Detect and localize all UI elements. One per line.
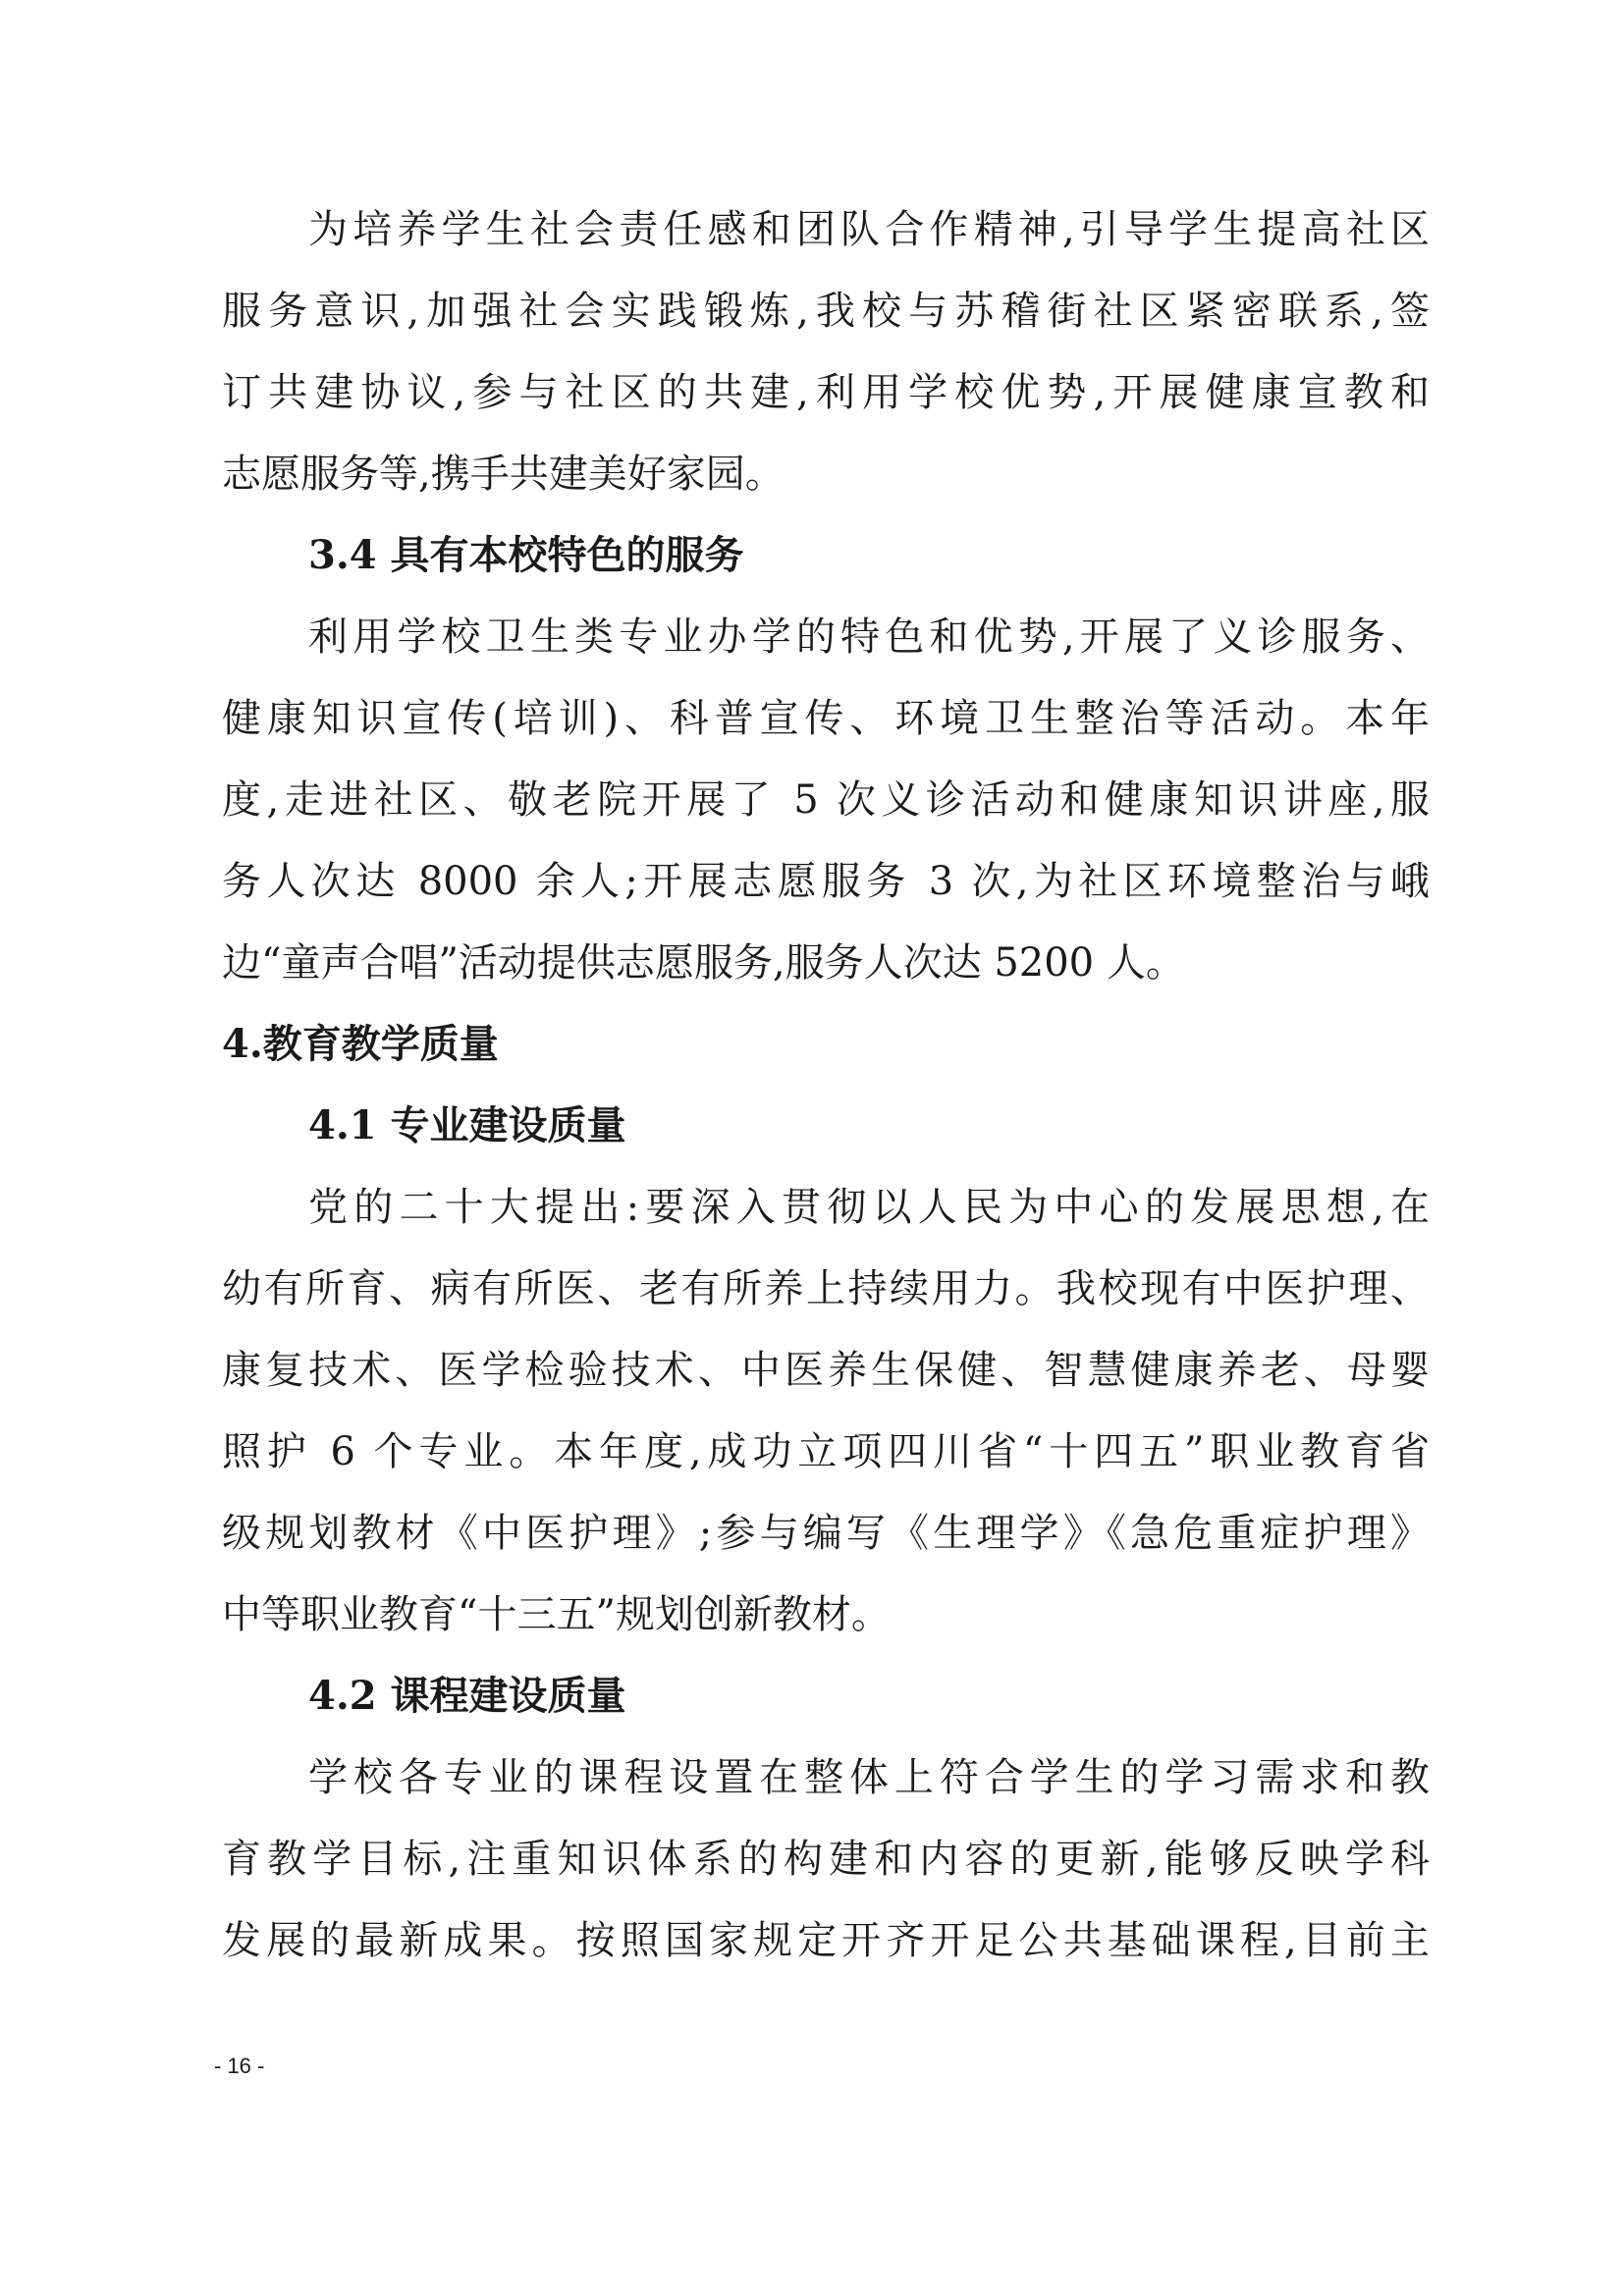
section-heading-3-4: 3.4 具有本校特色的服务 [308,532,744,578]
paragraph-line: 订共建协议,参与社区的共建,利用学校优势,开展健康宣教和 [222,370,1430,415]
paragraph-line: 志愿服务等,携手共建美好家园。 [222,452,785,497]
paragraph-line: 健康知识宣传(培训)、科普宣传、环境卫生整治等活动。本年 [222,696,1430,741]
paragraph-line: 党的二十大提出:要深入贯彻以人民为中心的发展思想,在 [308,1185,1430,1230]
paragraph-line: 为培养学生社会责任感和团队合作精神,引导学生提高社区 [308,207,1430,252]
section-heading-4: 4.教育教学质量 [222,1021,499,1067]
paragraph-line: 中等职业教育“十三五”规划创新教材。 [222,1592,891,1637]
paragraph-line: 级规划教材《中医护理》;参与编写《生理学》《急危重症护理》 [222,1511,1430,1556]
section-heading-4-2: 4.2 课程建设质量 [308,1673,626,1719]
paragraph-line: 育教学目标,注重知识体系的构建和内容的更新,能够反映学科 [222,1837,1430,1882]
paragraph-line: 度,走进社区、敬老院开展了 5 次义诊活动和健康知识讲座,服 [222,777,1430,823]
paragraph-line: 发展的最新成果。按照国家规定开齐开足公共基础课程,目前主 [222,1918,1430,1963]
page-number: - 16 - [214,2054,265,2078]
paragraph-line: 边“童声合唱”活动提供志愿服务,服务人次达 5200 人。 [222,940,1185,986]
paragraph-line: 务人次达 8000 余人;开展志愿服务 3 次,为社区环境整治与峨 [222,859,1430,904]
paragraph-line: 利用学校卫生类专业办学的特色和优势,开展了义诊服务、 [308,614,1430,660]
paragraph-line: 康复技术、医学检验技术、中医养生保健、智慧健康养老、母婴 [222,1348,1430,1393]
paragraph-line: 幼有所育、病有所医、老有所养上持续用力。我校现有中医护理、 [222,1266,1430,1311]
paragraph-line: 服务意识,加强社会实践锻炼,我校与苏稽街社区紧密联系,签 [222,289,1430,334]
paragraph-line: 学校各专业的课程设置在整体上符合学生的学习需求和教 [308,1755,1430,1800]
section-heading-4-1: 4.1 专业建设质量 [308,1102,626,1148]
paragraph-line: 照护 6 个专业。本年度,成功立项四川省“十四五”职业教育省 [222,1429,1430,1474]
